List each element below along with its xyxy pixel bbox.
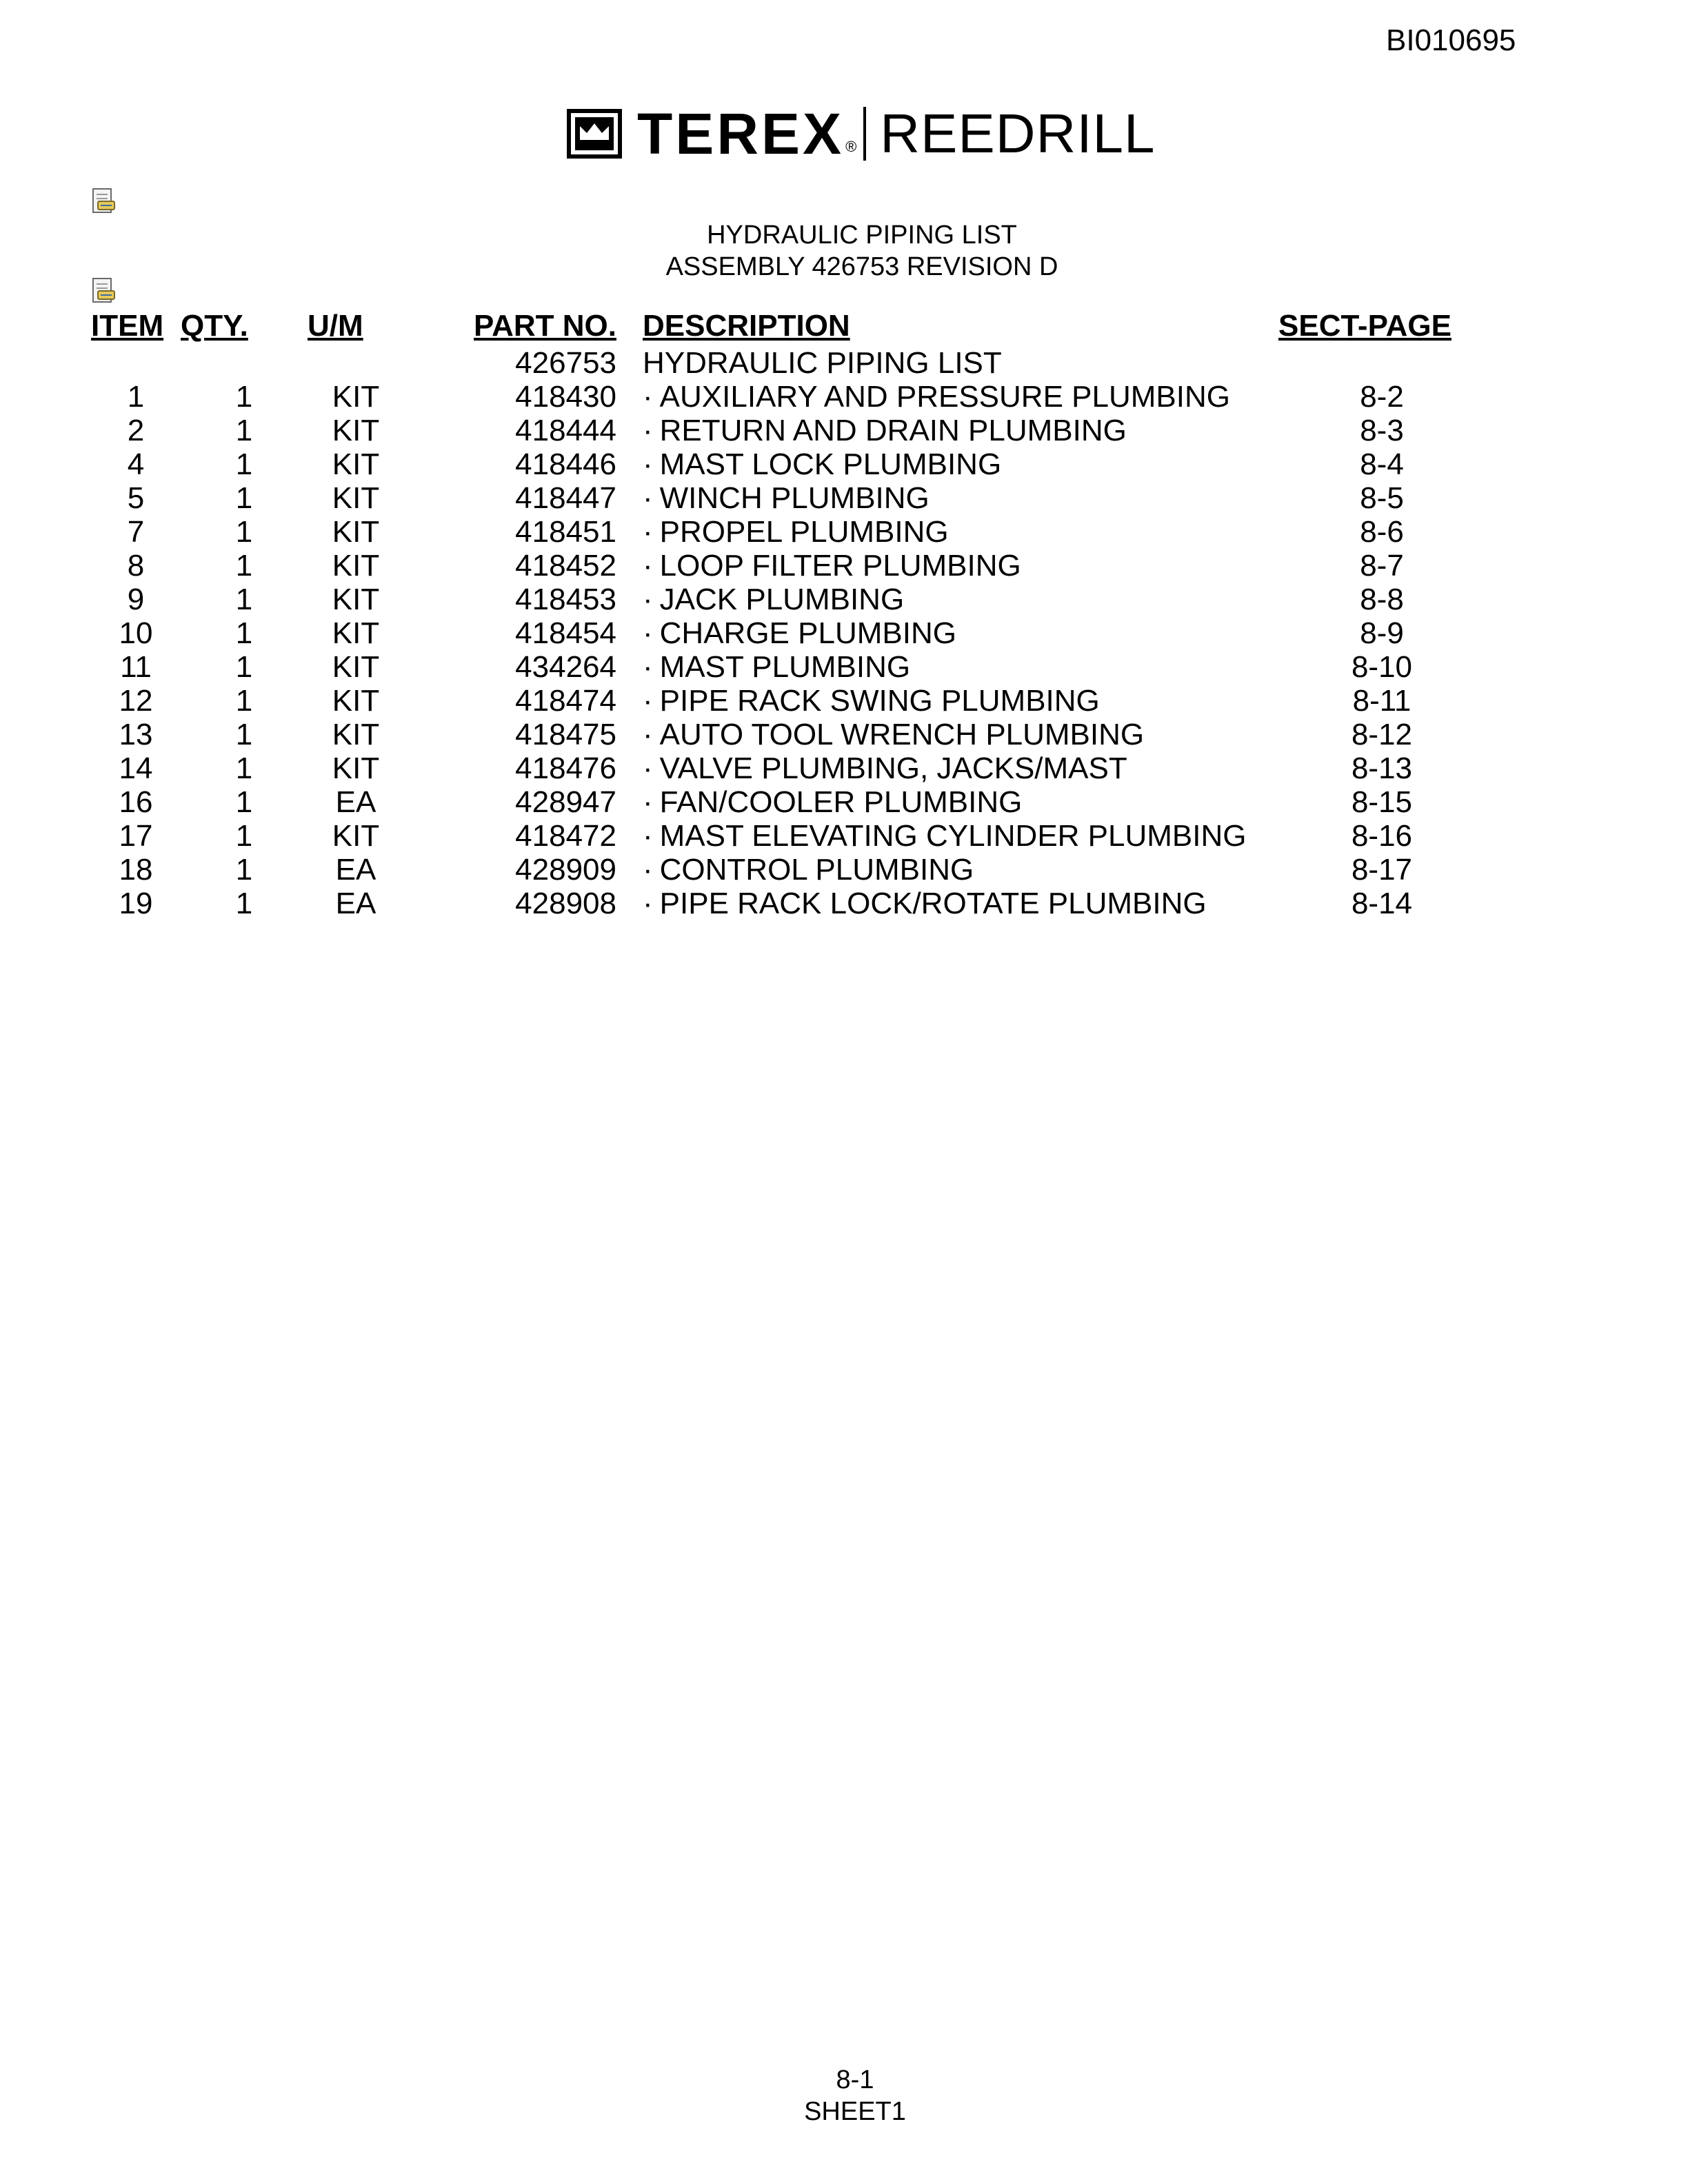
- description-text: AUXILIARY AND PRESSURE PLUMBING: [659, 380, 1230, 414]
- table-row: [91, 853, 1485, 887]
- item-cell: 18: [119, 853, 153, 887]
- sheet-label: SHEET1: [804, 2097, 906, 2126]
- indent-bullet: ·: [643, 549, 653, 583]
- description-cell: [643, 887, 1278, 920]
- description-text: LOOP FILTER PLUMBING: [659, 549, 1021, 583]
- sect-page-cell: 8-3: [1360, 414, 1404, 447]
- description-cell: [643, 447, 1278, 481]
- description-text: AUTO TOOL WRENCH PLUMBING: [659, 718, 1145, 751]
- qty-cell: 1: [235, 887, 253, 920]
- item-cell: 19: [119, 887, 153, 920]
- description-cell: [643, 684, 1278, 718]
- item-cell: 5: [127, 481, 145, 515]
- sect-page-cell: 8-14: [1351, 887, 1413, 920]
- part-no-cell: 428909: [515, 853, 616, 887]
- um-cell: KIT: [332, 751, 380, 785]
- um-cell: KIT: [332, 718, 380, 751]
- description-text: VALVE PLUMBING, JACKS/MAST: [659, 751, 1127, 785]
- um-cell: KIT: [332, 447, 380, 481]
- indent-bullet: ·: [643, 616, 653, 650]
- part-no-cell: 428947: [515, 785, 616, 819]
- qty-cell: 1: [235, 650, 253, 684]
- qty-cell: 1: [235, 515, 253, 549]
- qty-cell: 1: [235, 684, 253, 718]
- table-row: [91, 481, 1485, 515]
- brand-name: TEREX: [637, 101, 845, 166]
- item-cell: 17: [119, 819, 153, 853]
- indent-bullet: ·: [643, 650, 653, 684]
- sect-page-cell: 8-8: [1360, 583, 1404, 616]
- table-row: [91, 549, 1485, 583]
- sect-page-cell: 8-7: [1360, 549, 1404, 583]
- indent-bullet: ·: [643, 481, 653, 515]
- um-cell: EA: [335, 853, 376, 887]
- um-cell: KIT: [332, 380, 380, 414]
- page-number: 8-1: [836, 2065, 874, 2094]
- indent-bullet: ·: [643, 380, 653, 414]
- description-text: MAST LOCK PLUMBING: [659, 447, 1002, 481]
- table-row: [91, 447, 1485, 481]
- sect-page-cell: 8-16: [1351, 819, 1413, 853]
- brand-division: REEDRILL: [880, 103, 1156, 164]
- sect-page-cell: 8-6: [1360, 515, 1404, 549]
- qty-cell: 1: [235, 380, 253, 414]
- sect-page-cell: 8-11: [1352, 684, 1411, 718]
- document-id: BI010695: [1386, 23, 1516, 57]
- description-text: CHARGE PLUMBING: [659, 616, 956, 650]
- qty-cell: 1: [235, 616, 253, 650]
- header-description: DESCRIPTION: [643, 309, 850, 343]
- part-no-cell: 418453: [515, 583, 616, 616]
- part-no-cell: 418454: [515, 616, 616, 650]
- um-cell: KIT: [332, 583, 380, 616]
- table-row: [91, 583, 1485, 616]
- assembly-part-no: 426753: [515, 346, 616, 380]
- part-no-cell: 434264: [515, 650, 616, 684]
- indent-bullet: ·: [643, 887, 653, 920]
- page-footer: [0, 2064, 1688, 2127]
- indent-bullet: ·: [643, 447, 653, 481]
- description-cell: [643, 819, 1278, 853]
- part-no-cell: 418452: [515, 549, 616, 583]
- description-cell: [643, 616, 1278, 650]
- table-row: [91, 616, 1485, 650]
- header-part-no: PART NO.: [474, 309, 616, 343]
- part-no-cell: 418474: [515, 684, 616, 718]
- table-row: [91, 718, 1485, 751]
- qty-cell: 1: [235, 718, 253, 751]
- registered-mark: ®: [845, 138, 857, 155]
- description-text: PROPEL PLUMBING: [659, 515, 949, 549]
- item-cell: 1: [127, 380, 145, 414]
- logo-divider: [863, 107, 866, 161]
- assembly-row: [91, 346, 1485, 380]
- qty-cell: 1: [235, 819, 253, 853]
- sect-page-cell: 8-9: [1360, 616, 1404, 650]
- qty-cell: 1: [235, 447, 253, 481]
- um-cell: KIT: [332, 819, 380, 853]
- description-cell: [643, 751, 1278, 785]
- qty-cell: 1: [235, 414, 253, 447]
- indent-bullet: ·: [643, 853, 653, 887]
- terex-reedrill-logo: [567, 101, 1156, 166]
- indent-bullet: ·: [643, 819, 653, 853]
- qty-cell: 1: [235, 751, 253, 785]
- header-qty: QTY.: [181, 309, 248, 343]
- um-cell: KIT: [332, 549, 380, 583]
- table-row: [91, 650, 1485, 684]
- header-item: ITEM: [91, 309, 164, 343]
- description-cell: [643, 515, 1278, 549]
- table-header-row: [91, 306, 1485, 346]
- description-cell: [643, 583, 1278, 616]
- sect-page-cell: 8-10: [1351, 650, 1413, 684]
- qty-cell: 1: [235, 583, 253, 616]
- description-text: PIPE RACK LOCK/ROTATE PLUMBING: [659, 887, 1207, 920]
- item-cell: 16: [119, 785, 153, 819]
- description-text: FAN/COOLER PLUMBING: [659, 785, 1023, 819]
- um-cell: KIT: [332, 684, 380, 718]
- item-cell: 9: [127, 583, 145, 616]
- table-row: [91, 380, 1485, 414]
- indent-bullet: ·: [643, 785, 653, 819]
- part-no-cell: 418475: [515, 718, 616, 751]
- description-text: RETURN AND DRAIN PLUMBING: [659, 414, 1127, 447]
- description-text: CONTROL PLUMBING: [659, 853, 974, 887]
- item-cell: 10: [119, 616, 153, 650]
- indent-bullet: ·: [643, 718, 653, 751]
- sect-page-cell: 8-15: [1351, 785, 1413, 819]
- description-text: JACK PLUMBING: [659, 583, 905, 616]
- part-no-cell: 418472: [515, 819, 616, 853]
- sect-page-cell: 8-2: [1360, 380, 1404, 414]
- indent-bullet: ·: [643, 684, 653, 718]
- table-row: [91, 515, 1485, 549]
- part-no-cell: 418447: [515, 481, 616, 515]
- description-cell: [643, 650, 1278, 684]
- item-cell: 11: [120, 650, 152, 684]
- indent-bullet: ·: [643, 751, 653, 785]
- description-text: MAST ELEVATING CYLINDER PLUMBING: [659, 819, 1247, 853]
- terex-crown-icon: [567, 109, 622, 159]
- description-cell: [643, 853, 1278, 887]
- item-cell: 14: [119, 751, 153, 785]
- table-row: [91, 887, 1485, 920]
- um-cell: EA: [335, 887, 376, 920]
- header-sect-page: SECT-PAGE: [1278, 309, 1452, 343]
- table-row: [91, 819, 1485, 853]
- parts-table: [91, 306, 1485, 920]
- um-cell: KIT: [332, 650, 380, 684]
- item-cell: 12: [119, 684, 153, 718]
- title-line-2: ASSEMBLY 426753 REVISION D: [665, 252, 1058, 281]
- item-cell: 4: [127, 447, 145, 481]
- qty-cell: 1: [235, 481, 253, 515]
- um-cell: KIT: [332, 414, 380, 447]
- part-no-cell: 418430: [515, 380, 616, 414]
- description-text: WINCH PLUMBING: [659, 481, 930, 515]
- sect-page-cell: 8-5: [1360, 481, 1404, 515]
- table-row: [91, 785, 1485, 819]
- sect-page-cell: 8-17: [1351, 853, 1413, 887]
- part-no-cell: 428908: [515, 887, 616, 920]
- description-cell: [643, 380, 1278, 414]
- qty-cell: 1: [235, 853, 253, 887]
- part-no-cell: 418444: [515, 414, 616, 447]
- um-cell: KIT: [332, 515, 380, 549]
- assembly-description: HYDRAULIC PIPING LIST: [643, 346, 1002, 380]
- sect-page-cell: 8-4: [1360, 447, 1404, 481]
- description-text: MAST PLUMBING: [659, 650, 911, 684]
- sect-page-cell: 8-13: [1351, 751, 1413, 785]
- indent-bullet: ·: [643, 515, 653, 549]
- table-row: [91, 684, 1485, 718]
- description-cell: [643, 785, 1278, 819]
- parts-table-body: [91, 346, 1485, 920]
- description-cell: [643, 718, 1278, 751]
- description-cell: [643, 414, 1278, 447]
- table-row: [91, 751, 1485, 785]
- um-cell: KIT: [332, 616, 380, 650]
- item-cell: 2: [127, 414, 145, 447]
- description-cell: [643, 481, 1278, 515]
- part-no-cell: 418446: [515, 447, 616, 481]
- description-text: PIPE RACK SWING PLUMBING: [659, 684, 1100, 718]
- item-cell: 7: [127, 515, 145, 549]
- description-cell: [643, 549, 1278, 583]
- item-cell: 8: [127, 549, 145, 583]
- attachment-icon[interactable]: [91, 188, 117, 215]
- part-no-cell: 418451: [515, 515, 616, 549]
- qty-cell: 1: [235, 549, 253, 583]
- table-row: [91, 414, 1485, 447]
- indent-bullet: ·: [643, 583, 653, 616]
- document-title: [0, 219, 1688, 283]
- um-cell: KIT: [332, 481, 380, 515]
- item-cell: 13: [119, 718, 153, 751]
- qty-cell: 1: [235, 785, 253, 819]
- um-cell: EA: [335, 785, 376, 819]
- sect-page-cell: 8-12: [1351, 718, 1413, 751]
- header-um: U/M: [308, 309, 363, 343]
- indent-bullet: ·: [643, 414, 653, 447]
- title-line-1: HYDRAULIC PIPING LIST: [707, 221, 1017, 250]
- part-no-cell: 418476: [515, 751, 616, 785]
